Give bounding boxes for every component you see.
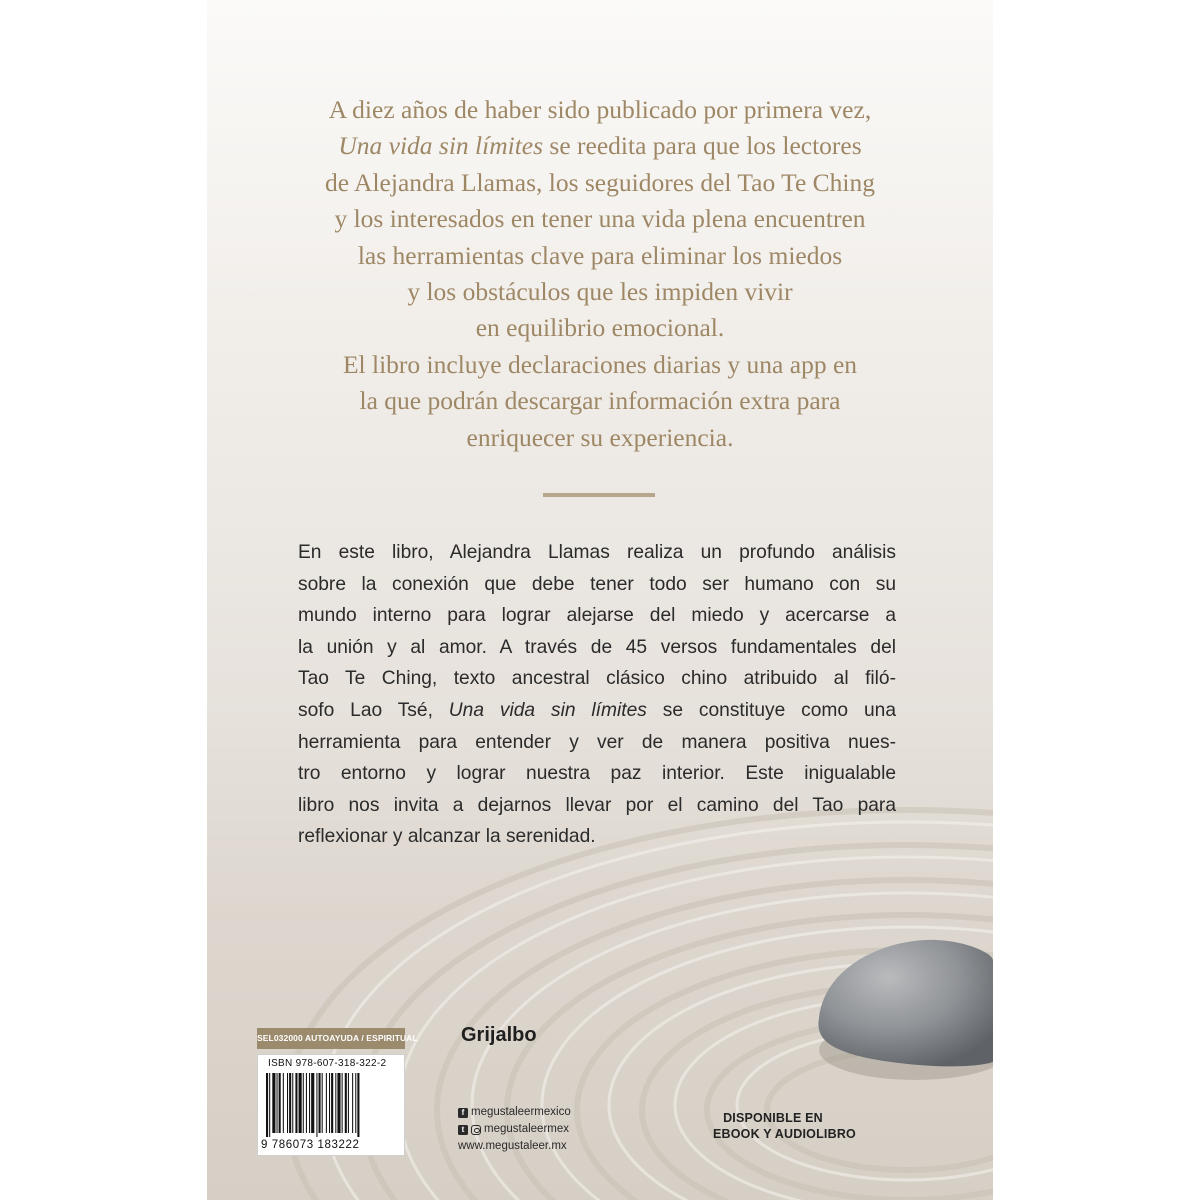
barcode-bar (266, 1073, 268, 1137)
blurb-line: Una vida sin límites se reedita para que los lectores (338, 131, 862, 161)
facebook-link[interactable]: f megustaleermexico (458, 1104, 571, 1121)
synopsis-line: mundo interno para lograr alejarse del miedo y acercarse a (298, 605, 896, 627)
twitter-icon: t (458, 1125, 468, 1135)
book-back-cover (207, 0, 993, 1200)
blurb-line: la que podrán descargar información extra para (359, 386, 841, 416)
website-link[interactable]: www.megustaleer.mx (458, 1140, 567, 1152)
synopsis-line: la unión y al amor. A través de 45 versos fundamentales del (298, 636, 896, 658)
barcode-bar (337, 1073, 340, 1133)
barcode-bar (303, 1073, 304, 1133)
barcode-bar (299, 1073, 302, 1133)
book-title-italic: Una vida sin límites (338, 131, 544, 161)
blurb-line: enriquecer su experiencia. (466, 422, 734, 452)
divider-line (543, 493, 655, 497)
instagram-icon (471, 1125, 481, 1135)
blurb-quote (247, 92, 953, 456)
twitter-instagram-link[interactable]: t megustaleermex (458, 1121, 571, 1138)
synopsis-line: Tao Te Ching, texto ancestral clásico chino atribuido al filó- (298, 668, 896, 690)
blurb-line: El libro incluye declaraciones diarias y una app en (342, 349, 858, 379)
barcode-bar (342, 1073, 343, 1133)
barcode-bar (272, 1073, 275, 1133)
barcode-bar (316, 1073, 317, 1137)
facebook-icon: f (458, 1108, 468, 1118)
barcode-bar (311, 1073, 314, 1133)
barcode-icon (266, 1073, 398, 1137)
synopsis-line: reflexionar y alcanzar la serenidad. (298, 826, 596, 848)
barcode-bar (279, 1073, 281, 1133)
publisher-logo: Grijalbo (461, 1024, 537, 1046)
blurb-line: y los obstáculos que les impiden vivir (407, 277, 793, 307)
barcode-bar (287, 1073, 288, 1133)
isbn-label: ISBN 978-607-318-322-2 (268, 1058, 387, 1069)
synopsis-line: En este libro, Alejandra Llamas realiza un profundo análisis (298, 542, 896, 563)
synopsis-line: herramienta para entender y ver de manera positiva nues- (298, 731, 896, 753)
barcode-bar (289, 1073, 291, 1133)
synopsis-line: sobre la conexión que debe tener todo ser humano con su (298, 573, 896, 595)
barcode-bar (331, 1073, 333, 1133)
barcode-bar (306, 1073, 307, 1133)
barcode-bar (277, 1073, 278, 1133)
barcode-bar (326, 1073, 327, 1133)
synopsis-paragraph (298, 537, 896, 853)
zen-stone-icon (818, 940, 993, 1066)
barcode-bar (348, 1073, 349, 1133)
synopsis-line: sofo Lao Tsé, Una vida sin límites se constituye como una (298, 699, 896, 721)
blurb-line: en equilibrio emocional. (475, 313, 725, 343)
category-label: SEL032000 AUTOAYUDA / ESPIRITUAL (257, 1028, 405, 1049)
barcode-bar (345, 1073, 347, 1133)
blurb-line: A diez años de haber sido publicado por primera vez, (328, 95, 872, 124)
barcode-bar (352, 1073, 353, 1133)
barcode-bar (309, 1073, 310, 1133)
book-title-italic: Una vida sin límites (448, 699, 647, 721)
barcode-bar (329, 1073, 330, 1133)
synopsis-line: libro nos invita a dejarnos llevar por el camino del Tao para (298, 794, 896, 816)
barcode-bar (322, 1073, 323, 1133)
barcode-bar (335, 1073, 336, 1133)
barcode-bar (292, 1073, 293, 1133)
barcode-digits: 9 786073 183222 (261, 1139, 360, 1151)
barcode-bar (355, 1073, 356, 1133)
synopsis-line: tro entorno y lograr nuestra paz interior. Este inigualable (298, 763, 896, 785)
barcode-bar (283, 1073, 284, 1133)
barcode-panel (257, 1054, 405, 1156)
blurb-line: y los interesados en tener una vida plena encuentren (334, 204, 866, 234)
social-links (458, 1104, 571, 1155)
blurb-line: las herramientas clave para eliminar los miedos (357, 240, 843, 270)
availability-note: DISPONIBLE EN EBOOK Y AUDIOLIBRO (713, 1111, 856, 1141)
barcode-bar (269, 1073, 270, 1137)
barcode-bar (319, 1073, 321, 1133)
barcode-bar (295, 1073, 297, 1133)
blurb-line: de Alejandra Llamas, los seguidores del Tao Te Ching (325, 167, 875, 197)
barcode-bar (357, 1073, 359, 1137)
